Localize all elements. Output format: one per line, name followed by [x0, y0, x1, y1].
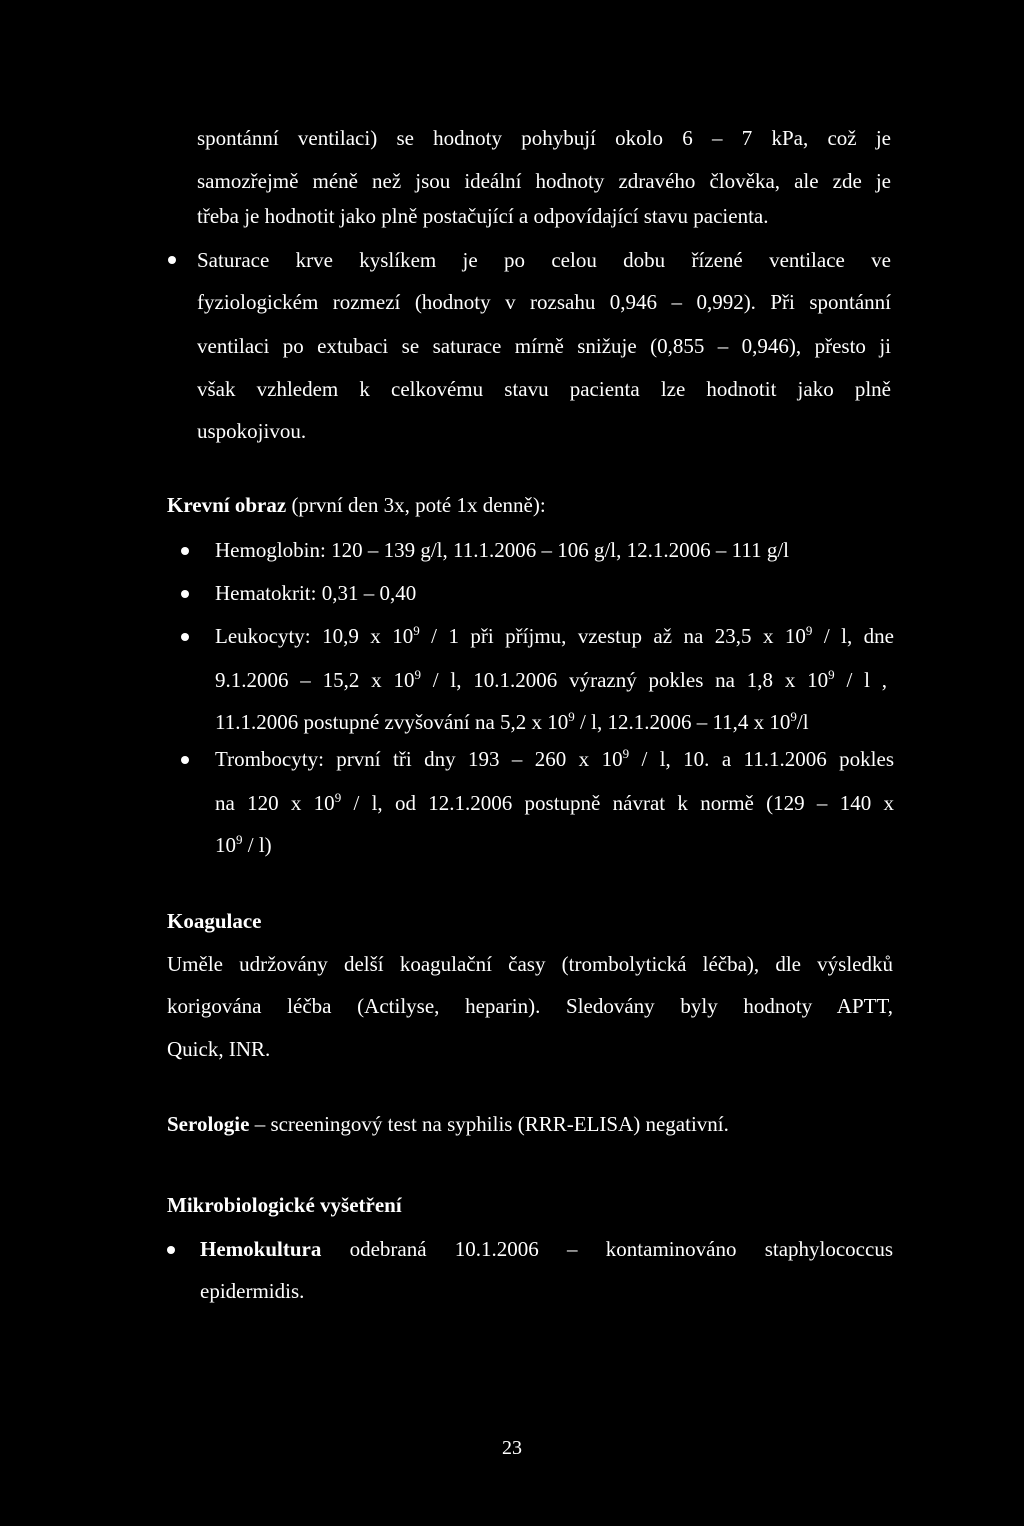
- saturation-line: ventilaci po extubaci se saturace mírně snižuje (0,855 – 0,946), přesto ji: [197, 334, 891, 358]
- serology-heading: Serologie: [167, 1112, 250, 1136]
- bullet-icon: [181, 756, 189, 764]
- saturation-line: Saturace krve kyslíkem je po celou dobu řízené ventilace ve: [197, 248, 891, 272]
- trombocyty-line: na 120 x $10^9$ / l, od 12.1.2006 postupně návrat k normě (129 – 140 x: [215, 790, 894, 815]
- leukocyty-line: 11.1.2006 postupné zvyšování na 5,2 x $10^9$ / l, 12.1.2006 – 11,4 x $10^9/l$: [215, 709, 809, 734]
- hemokultura-line: epidermidis.: [200, 1279, 305, 1303]
- serology-text: – screeningový test na syphilis (RRR-ELISA) negativní.: [249, 1112, 729, 1136]
- bullet-icon: [168, 256, 176, 264]
- bullet-icon: [167, 1246, 175, 1254]
- saturation-line: uspokojivou.: [197, 419, 307, 443]
- blood-count-heading: [167, 492, 546, 518]
- bullet-icon: [181, 590, 189, 598]
- saturation-line: však vzhledem k celkovému stavu pacienta lze hodnotit jako plně: [197, 377, 891, 401]
- hemoglobin-item: Hemoglobin: 120 – 139 g/l, 11.1.2006 – 106 g/l, 12.1.2006 – 111 g/l: [215, 538, 789, 562]
- coagulation-heading: Koagulace: [167, 909, 262, 933]
- bullet-icon: [181, 547, 189, 555]
- blood-count-subtitle: (první den 3x, poté 1x denně):: [286, 493, 546, 517]
- paragraph-line: samozřejmě méně než jsou ideální hodnoty zdravého člověka, ale zde je: [197, 169, 891, 193]
- bullet-icon: [181, 633, 189, 641]
- paragraph-line: spontánní ventilaci) se hodnoty pohybují okolo 6 – 7 kPa, což je: [197, 126, 891, 150]
- saturation-line: fyziologickém rozmezí (hodnoty v rozsahu 0,946 – 0,992). Při spontánní: [197, 290, 891, 314]
- serology-line: [167, 1111, 729, 1137]
- hematokrit-item: Hematokrit: 0,31 – 0,40: [215, 581, 417, 605]
- leukocyty-line: Leukocyty: 10,9 x $10^9 / 1$ při příjmu, vzestup až na 23,5 x $10^9$ / l, dne: [215, 623, 894, 648]
- paragraph-line: třeba je hodnotit jako plně postačující a odpovídající stavu pacienta.: [197, 204, 769, 228]
- coagulation-line: korigována léčba (Actilyse, heparin). Sledovány byly hodnoty APTT,: [167, 994, 893, 1018]
- page-number: 23: [502, 1437, 522, 1459]
- hemokultura-line: Hemokultura odebraná 10.1.2006 – kontaminováno staphylococcus: [200, 1237, 893, 1261]
- blood-count-title: Krevní obraz: [167, 493, 287, 517]
- trombocyty-line: Trombocyty: první tři dny 193 – 260 x $10^9$ / l, 10. a 11.1.2006 pokles: [215, 746, 894, 771]
- coagulation-line: Uměle udržovány delší koagulační časy (trombolytická léčba), dle výsledků: [167, 952, 893, 976]
- microbiology-heading: Mikrobiologické vyšetření: [167, 1193, 402, 1217]
- trombocyty-line: $10^9 / l$): [215, 832, 272, 857]
- leukocyty-line: 9.1.2006 – 15,2 x $10^9$ / l, 10.1.2006 výrazný pokles na 1,8 x $10^9$ / l ,: [215, 667, 888, 692]
- coagulation-line: Quick, INR.: [167, 1037, 271, 1061]
